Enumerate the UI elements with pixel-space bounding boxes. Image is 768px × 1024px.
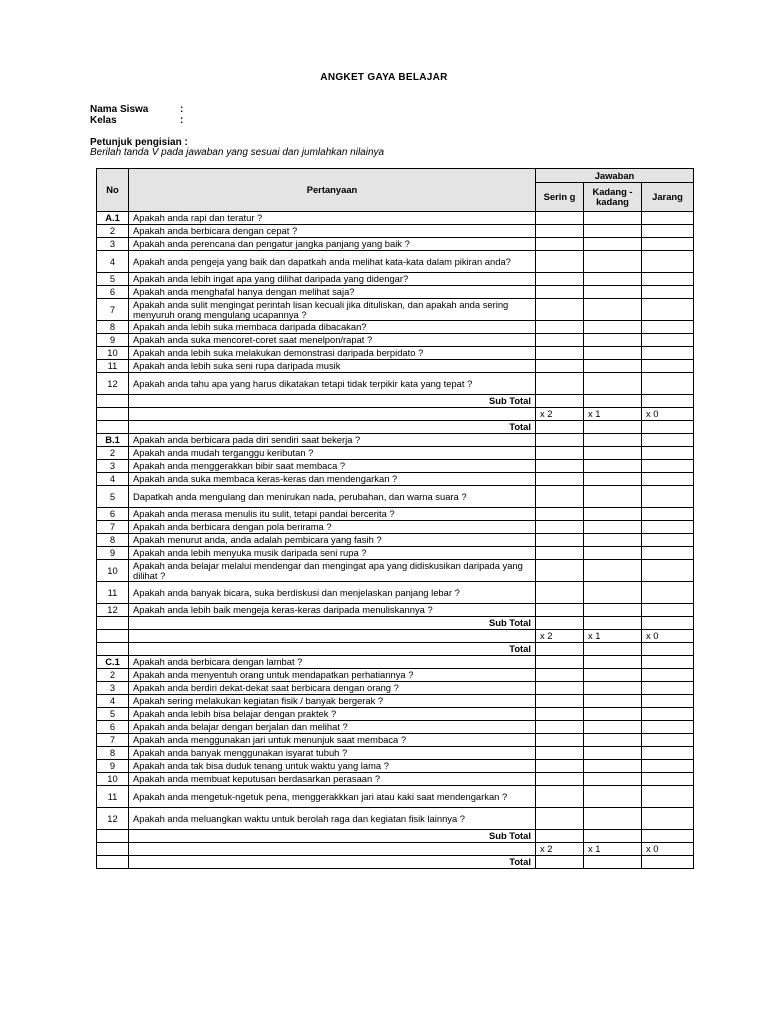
question-text: Apakah anda rapi dan teratur ? bbox=[129, 212, 536, 225]
question-number: 10 bbox=[97, 773, 129, 786]
subtotal-rarely-cell[interactable] bbox=[642, 830, 694, 843]
question-text: Apakah anda lebih suka seni rupa daripada musik bbox=[129, 360, 536, 373]
answer-sometimes-cell[interactable] bbox=[584, 604, 642, 617]
answer-rarely-cell[interactable] bbox=[642, 334, 694, 347]
question-number: 3 bbox=[97, 460, 129, 473]
empty-cell bbox=[129, 843, 536, 856]
answer-rarely-cell[interactable] bbox=[642, 225, 694, 238]
answer-sometimes-cell[interactable] bbox=[584, 682, 642, 695]
empty-cell bbox=[97, 617, 129, 630]
student-name-row bbox=[90, 104, 183, 115]
identity-block bbox=[90, 104, 183, 126]
question-text: Apakah anda lebih ingat apa yang dilihat daripada yang didengar? bbox=[129, 273, 536, 286]
table-row bbox=[97, 747, 694, 760]
answer-often-cell[interactable] bbox=[536, 212, 584, 225]
empty-cell bbox=[97, 843, 129, 856]
answer-often-cell[interactable] bbox=[536, 447, 584, 460]
question-number: 2 bbox=[97, 447, 129, 460]
answer-often-cell[interactable] bbox=[536, 299, 584, 321]
total-label: Total bbox=[129, 421, 536, 434]
question-text: Apakah anda membuat keputusan berdasarkan perasaan ? bbox=[129, 773, 536, 786]
question-number: 9 bbox=[97, 760, 129, 773]
answer-sometimes-cell[interactable] bbox=[584, 434, 642, 447]
answer-rarely-cell[interactable] bbox=[642, 273, 694, 286]
table-row bbox=[97, 773, 694, 786]
answer-often-cell[interactable] bbox=[536, 373, 584, 395]
question-text: Apakah anda lebih menyuka musik daripada seni rupa ? bbox=[129, 547, 536, 560]
answer-sometimes-cell[interactable] bbox=[584, 486, 642, 508]
question-number: 8 bbox=[97, 321, 129, 334]
answer-often-cell[interactable] bbox=[536, 582, 584, 604]
empty-cell bbox=[97, 630, 129, 643]
question-text: Apakah anda sulit mengingat perintah lisan kecuali jika dituliskan, dan apakah anda sering menyuruh orang mengulang ucapannya ? bbox=[129, 299, 536, 321]
question-number: 5 bbox=[97, 486, 129, 508]
question-text: Apakah anda mudah terganggu keributan ? bbox=[129, 447, 536, 460]
question-number: 4 bbox=[97, 695, 129, 708]
question-text: Dapatkah anda mengulang dan menirukan nada, perubahan, dan warna suara ? bbox=[129, 486, 536, 508]
question-text: Apakah anda banyak menggunakan isyarat tubuh ? bbox=[129, 747, 536, 760]
answer-often-cell[interactable] bbox=[536, 434, 584, 447]
question-text: Apakah anda tak bisa duduk tenang untuk waktu yang lama ? bbox=[129, 760, 536, 773]
total-row bbox=[97, 643, 694, 656]
question-text: Apakah anda belajar melalui mendengar dan mengingat apa yang didiskusikan daripada yang dilihat ? bbox=[129, 560, 536, 582]
student-name-colon: : bbox=[180, 104, 184, 115]
answer-often-cell[interactable] bbox=[536, 708, 584, 721]
total-rarely-cell[interactable] bbox=[642, 421, 694, 434]
total-sometimes-cell[interactable] bbox=[584, 421, 642, 434]
answer-often-cell[interactable] bbox=[536, 773, 584, 786]
question-text: Apakah anda lebih baik mengeja keras-keras daripada menuliskannya ? bbox=[129, 604, 536, 617]
question-number: 10 bbox=[97, 347, 129, 360]
answer-rarely-cell[interactable] bbox=[642, 373, 694, 395]
question-text: Apakah anda merasa menulis itu sulit, tetapi pandai bercerita ? bbox=[129, 508, 536, 521]
answer-often-cell[interactable] bbox=[536, 656, 584, 669]
multiplier-value: x 1 bbox=[584, 408, 642, 421]
answer-sometimes-cell[interactable] bbox=[584, 373, 642, 395]
answer-rarely-cell[interactable] bbox=[642, 212, 694, 225]
question-number: 5 bbox=[97, 273, 129, 286]
answer-often-cell[interactable] bbox=[536, 473, 584, 486]
question-number: 12 bbox=[97, 808, 129, 830]
question-text: Apakah anda suka membaca keras-keras dan mendengarkan ? bbox=[129, 473, 536, 486]
multiplier-row bbox=[97, 630, 694, 643]
question-text: Apakah anda banyak bicara, suka berdiskusi dan menjelaskan panjang lebar ? bbox=[129, 582, 536, 604]
question-number: 6 bbox=[97, 286, 129, 299]
table-row bbox=[97, 460, 694, 473]
answer-often-cell[interactable] bbox=[536, 734, 584, 747]
answer-rarely-cell[interactable] bbox=[642, 447, 694, 460]
answer-rarely-cell[interactable] bbox=[642, 808, 694, 830]
answer-rarely-cell[interactable] bbox=[642, 534, 694, 547]
total-often-cell[interactable] bbox=[536, 643, 584, 656]
answer-sometimes-cell[interactable] bbox=[584, 773, 642, 786]
question-number: 2 bbox=[97, 225, 129, 238]
answer-often-cell[interactable] bbox=[536, 669, 584, 682]
question-number: 9 bbox=[97, 334, 129, 347]
total-row bbox=[97, 421, 694, 434]
table-row bbox=[97, 360, 694, 373]
subtotal-sometimes-cell[interactable] bbox=[584, 830, 642, 843]
answer-rarely-cell[interactable] bbox=[642, 734, 694, 747]
question-number: 11 bbox=[97, 582, 129, 604]
question-text: Apakah anda tahu apa yang harus dikatakan tetapi tidak terpikir kata yang tepat ? bbox=[129, 373, 536, 395]
question-text: Apakah anda berdiri dekat-dekat saat berbicara dengan orang ? bbox=[129, 682, 536, 695]
question-text: Apakah anda belajar dengan berjalan dan melihat ? bbox=[129, 721, 536, 734]
answer-rarely-cell[interactable] bbox=[642, 669, 694, 682]
question-number: 5 bbox=[97, 708, 129, 721]
answer-often-cell[interactable] bbox=[536, 695, 584, 708]
subtotal-often-cell[interactable] bbox=[536, 617, 584, 630]
answer-sometimes-cell[interactable] bbox=[584, 786, 642, 808]
multiplier-row bbox=[97, 843, 694, 856]
answer-often-cell[interactable] bbox=[536, 273, 584, 286]
answer-rarely-cell[interactable] bbox=[642, 695, 694, 708]
answer-often-cell[interactable] bbox=[536, 225, 584, 238]
question-number: 8 bbox=[97, 747, 129, 760]
table-row bbox=[97, 251, 694, 273]
answer-often-cell[interactable] bbox=[536, 460, 584, 473]
question-text: Apakah anda meluangkan waktu untuk berolah raga dan kegiatan fisik lainnya ? bbox=[129, 808, 536, 830]
table-row bbox=[97, 299, 694, 321]
answer-rarely-cell[interactable] bbox=[642, 347, 694, 360]
table-row bbox=[97, 604, 694, 617]
answer-often-cell[interactable] bbox=[536, 238, 584, 251]
answer-sometimes-cell[interactable] bbox=[584, 273, 642, 286]
answer-sometimes-cell[interactable] bbox=[584, 708, 642, 721]
class-colon: : bbox=[180, 115, 184, 126]
instructions-heading: Petunjuk pengisian : bbox=[90, 137, 188, 148]
table-row bbox=[97, 238, 694, 251]
answer-rarely-cell[interactable] bbox=[642, 786, 694, 808]
table-row bbox=[97, 721, 694, 734]
answer-sometimes-cell[interactable] bbox=[584, 760, 642, 773]
question-number: 6 bbox=[97, 721, 129, 734]
table-row bbox=[97, 225, 694, 238]
answer-sometimes-cell[interactable] bbox=[584, 560, 642, 582]
question-text: Apakah anda lebih suka membaca daripada dibacakan? bbox=[129, 321, 536, 334]
answer-sometimes-cell[interactable] bbox=[584, 238, 642, 251]
student-name-label: Nama Siswa bbox=[90, 104, 149, 115]
answer-sometimes-cell[interactable] bbox=[584, 360, 642, 373]
total-often-cell[interactable] bbox=[536, 856, 584, 869]
answer-rarely-cell[interactable] bbox=[642, 321, 694, 334]
answer-often-cell[interactable] bbox=[536, 760, 584, 773]
answer-sometimes-cell[interactable] bbox=[584, 212, 642, 225]
answer-rarely-cell[interactable] bbox=[642, 486, 694, 508]
question-text: Apakah anda menggunakan jari untuk menunjuk saat membaca ? bbox=[129, 734, 536, 747]
answer-rarely-cell[interactable] bbox=[642, 360, 694, 373]
empty-cell bbox=[97, 856, 129, 869]
answer-rarely-cell[interactable] bbox=[642, 604, 694, 617]
answer-often-cell[interactable] bbox=[536, 604, 584, 617]
question-number: 10 bbox=[97, 560, 129, 582]
question-number: 4 bbox=[97, 473, 129, 486]
answer-often-cell[interactable] bbox=[536, 251, 584, 273]
table-row bbox=[97, 560, 694, 582]
subtotal-sometimes-cell[interactable] bbox=[584, 395, 642, 408]
question-number: 7 bbox=[97, 299, 129, 321]
question-text: Apakah anda berbicara dengan pola berirama ? bbox=[129, 521, 536, 534]
multiplier-value: x 2 bbox=[536, 408, 584, 421]
total-label: Total bbox=[129, 856, 536, 869]
answer-often-cell[interactable] bbox=[536, 808, 584, 830]
table-row bbox=[97, 669, 694, 682]
answer-rarely-cell[interactable] bbox=[642, 521, 694, 534]
header-rarely: Jarang bbox=[642, 183, 694, 212]
answer-sometimes-cell[interactable] bbox=[584, 808, 642, 830]
answer-rarely-cell[interactable] bbox=[642, 708, 694, 721]
answer-sometimes-cell[interactable] bbox=[584, 447, 642, 460]
total-row bbox=[97, 856, 694, 869]
answer-often-cell[interactable] bbox=[536, 721, 584, 734]
answer-sometimes-cell[interactable] bbox=[584, 347, 642, 360]
answer-often-cell[interactable] bbox=[536, 321, 584, 334]
subtotal-row bbox=[97, 830, 694, 843]
answer-often-cell[interactable] bbox=[536, 334, 584, 347]
question-number: 12 bbox=[97, 604, 129, 617]
answer-often-cell[interactable] bbox=[536, 560, 584, 582]
question-text: Apakah menurut anda, anda adalah pembicara yang fasih ? bbox=[129, 534, 536, 547]
answer-sometimes-cell[interactable] bbox=[584, 508, 642, 521]
answer-sometimes-cell[interactable] bbox=[584, 656, 642, 669]
total-label: Total bbox=[129, 643, 536, 656]
multiplier-value: x 0 bbox=[642, 843, 694, 856]
question-number: 11 bbox=[97, 360, 129, 373]
question-number: 12 bbox=[97, 373, 129, 395]
answer-rarely-cell[interactable] bbox=[642, 747, 694, 760]
empty-cell bbox=[129, 630, 536, 643]
table-row bbox=[97, 760, 694, 773]
answer-rarely-cell[interactable] bbox=[642, 286, 694, 299]
subtotal-label: Sub Total bbox=[129, 830, 536, 843]
table-row bbox=[97, 521, 694, 534]
answer-rarely-cell[interactable] bbox=[642, 508, 694, 521]
table-row bbox=[97, 321, 694, 334]
header-sometimes: Kadang -kadang bbox=[584, 183, 642, 212]
question-number: 6 bbox=[97, 508, 129, 521]
multiplier-value: x 2 bbox=[536, 630, 584, 643]
answer-sometimes-cell[interactable] bbox=[584, 299, 642, 321]
answer-often-cell[interactable] bbox=[536, 521, 584, 534]
answer-sometimes-cell[interactable] bbox=[584, 721, 642, 734]
question-text: Apakah anda lebih bisa belajar dengan praktek ? bbox=[129, 708, 536, 721]
questionnaire-table bbox=[96, 168, 694, 869]
subtotal-often-cell[interactable] bbox=[536, 830, 584, 843]
subtotal-rarely-cell[interactable] bbox=[642, 395, 694, 408]
question-text: Apakah anda lebih suka melakukan demonstrasi daripada berpidato ? bbox=[129, 347, 536, 360]
table-row bbox=[97, 708, 694, 721]
answer-rarely-cell[interactable] bbox=[642, 473, 694, 486]
question-text: Apakah sering melakukan kegiatan fisik / banyak bergerak ? bbox=[129, 695, 536, 708]
question-text: Apakah anda mengetuk-ngetuk pena, menggerakkkan jari atau kaki saat mendengarkan ? bbox=[129, 786, 536, 808]
subtotal-rarely-cell[interactable] bbox=[642, 617, 694, 630]
header-question: Pertanyaan bbox=[129, 169, 536, 212]
answer-sometimes-cell[interactable] bbox=[584, 225, 642, 238]
question-number: 3 bbox=[97, 238, 129, 251]
answer-rarely-cell[interactable] bbox=[642, 682, 694, 695]
question-number: A.1 bbox=[97, 212, 129, 225]
question-text: Apakah anda berbicara pada diri sendiri saat bekerja ? bbox=[129, 434, 536, 447]
answer-sometimes-cell[interactable] bbox=[584, 534, 642, 547]
answer-often-cell[interactable] bbox=[536, 534, 584, 547]
table-row bbox=[97, 347, 694, 360]
subtotal-label: Sub Total bbox=[129, 395, 536, 408]
answer-rarely-cell[interactable] bbox=[642, 547, 694, 560]
answer-rarely-cell[interactable] bbox=[642, 773, 694, 786]
total-rarely-cell[interactable] bbox=[642, 643, 694, 656]
question-number: 7 bbox=[97, 734, 129, 747]
table-row bbox=[97, 582, 694, 604]
multiplier-value: x 0 bbox=[642, 630, 694, 643]
subtotal-row bbox=[97, 395, 694, 408]
answer-sometimes-cell[interactable] bbox=[584, 734, 642, 747]
question-text: Apakah anda pengeja yang baik dan dapatkah anda melihat kata-kata dalam pikiran anda? bbox=[129, 251, 536, 273]
answer-sometimes-cell[interactable] bbox=[584, 582, 642, 604]
answer-rarely-cell[interactable] bbox=[642, 434, 694, 447]
multiplier-value: x 1 bbox=[584, 630, 642, 643]
subtotal-often-cell[interactable] bbox=[536, 395, 584, 408]
question-text: Apakah anda perencana dan pengatur jangka panjang yang baik ? bbox=[129, 238, 536, 251]
table-row bbox=[97, 547, 694, 560]
table-row bbox=[97, 656, 694, 669]
total-sometimes-cell[interactable] bbox=[584, 643, 642, 656]
answer-rarely-cell[interactable] bbox=[642, 251, 694, 273]
answer-rarely-cell[interactable] bbox=[642, 560, 694, 582]
subtotal-row bbox=[97, 617, 694, 630]
answer-rarely-cell[interactable] bbox=[642, 299, 694, 321]
answer-often-cell[interactable] bbox=[536, 682, 584, 695]
answer-sometimes-cell[interactable] bbox=[584, 695, 642, 708]
header-often: Serin g bbox=[536, 183, 584, 212]
answer-often-cell[interactable] bbox=[536, 508, 584, 521]
empty-cell bbox=[97, 395, 129, 408]
table-row bbox=[97, 334, 694, 347]
table-row bbox=[97, 473, 694, 486]
subtotal-sometimes-cell[interactable] bbox=[584, 617, 642, 630]
table-row bbox=[97, 486, 694, 508]
table-row bbox=[97, 534, 694, 547]
answer-often-cell[interactable] bbox=[536, 786, 584, 808]
class-label: Kelas bbox=[90, 115, 117, 126]
answer-often-cell[interactable] bbox=[536, 347, 584, 360]
header-no: No bbox=[97, 169, 129, 212]
multiplier-value: x 1 bbox=[584, 843, 642, 856]
question-text: Apakah anda menghafal hanya dengan melihat saja? bbox=[129, 286, 536, 299]
answer-often-cell[interactable] bbox=[536, 547, 584, 560]
table-row bbox=[97, 682, 694, 695]
question-number: C.1 bbox=[97, 656, 129, 669]
question-number: 2 bbox=[97, 669, 129, 682]
answer-sometimes-cell[interactable] bbox=[584, 747, 642, 760]
multiplier-row bbox=[97, 408, 694, 421]
question-number: 7 bbox=[97, 521, 129, 534]
answer-often-cell[interactable] bbox=[536, 360, 584, 373]
answer-rarely-cell[interactable] bbox=[642, 582, 694, 604]
question-text: Apakah anda menyentuh orang untuk mendapatkan perhatiannya ? bbox=[129, 669, 536, 682]
question-text: Apakah anda berbicara dengan lambat ? bbox=[129, 656, 536, 669]
header-answer: Jawaban bbox=[536, 169, 694, 183]
question-number: 11 bbox=[97, 786, 129, 808]
question-text: Apakah anda menggerakkan bibir saat membaca ? bbox=[129, 460, 536, 473]
answer-often-cell[interactable] bbox=[536, 747, 584, 760]
answer-sometimes-cell[interactable] bbox=[584, 334, 642, 347]
page-title: ANGKET GAYA BELAJAR bbox=[320, 72, 448, 83]
answer-sometimes-cell[interactable] bbox=[584, 460, 642, 473]
question-number: 3 bbox=[97, 682, 129, 695]
question-number: 4 bbox=[97, 251, 129, 273]
answer-sometimes-cell[interactable] bbox=[584, 547, 642, 560]
question-number: 8 bbox=[97, 534, 129, 547]
table-row bbox=[97, 695, 694, 708]
answer-sometimes-cell[interactable] bbox=[584, 286, 642, 299]
answer-often-cell[interactable] bbox=[536, 486, 584, 508]
subtotal-label: Sub Total bbox=[129, 617, 536, 630]
multiplier-value: x 0 bbox=[642, 408, 694, 421]
total-rarely-cell[interactable] bbox=[642, 856, 694, 869]
answer-rarely-cell[interactable] bbox=[642, 760, 694, 773]
class-row bbox=[90, 115, 183, 126]
answer-rarely-cell[interactable] bbox=[642, 460, 694, 473]
question-text: Apakah anda suka mencoret-coret saat menelpon/rapat ? bbox=[129, 334, 536, 347]
answer-sometimes-cell[interactable] bbox=[584, 521, 642, 534]
answer-sometimes-cell[interactable] bbox=[584, 473, 642, 486]
empty-cell bbox=[129, 408, 536, 421]
table-row bbox=[97, 786, 694, 808]
empty-cell bbox=[97, 830, 129, 843]
empty-cell bbox=[97, 421, 129, 434]
instructions-text: Berilah tanda V pada jawaban yang sesuai dan jumlahkan nilainya bbox=[90, 147, 385, 158]
table-row bbox=[97, 434, 694, 447]
total-often-cell[interactable] bbox=[536, 421, 584, 434]
answer-sometimes-cell[interactable] bbox=[584, 251, 642, 273]
table-row bbox=[97, 373, 694, 395]
answer-often-cell[interactable] bbox=[536, 286, 584, 299]
answer-sometimes-cell[interactable] bbox=[584, 321, 642, 334]
answer-rarely-cell[interactable] bbox=[642, 238, 694, 251]
total-sometimes-cell[interactable] bbox=[584, 856, 642, 869]
answer-sometimes-cell[interactable] bbox=[584, 669, 642, 682]
table-row bbox=[97, 808, 694, 830]
empty-cell bbox=[97, 643, 129, 656]
question-number: B.1 bbox=[97, 434, 129, 447]
empty-cell bbox=[97, 408, 129, 421]
answer-rarely-cell[interactable] bbox=[642, 656, 694, 669]
table-row bbox=[97, 273, 694, 286]
question-text: Apakah anda berbicara dengan cepat ? bbox=[129, 225, 536, 238]
table-row bbox=[97, 734, 694, 747]
table-row bbox=[97, 212, 694, 225]
question-number: 9 bbox=[97, 547, 129, 560]
answer-rarely-cell[interactable] bbox=[642, 721, 694, 734]
table-row bbox=[97, 286, 694, 299]
questionnaire-body bbox=[97, 212, 694, 869]
table-row bbox=[97, 447, 694, 460]
table-row bbox=[97, 508, 694, 521]
multiplier-value: x 2 bbox=[536, 843, 584, 856]
